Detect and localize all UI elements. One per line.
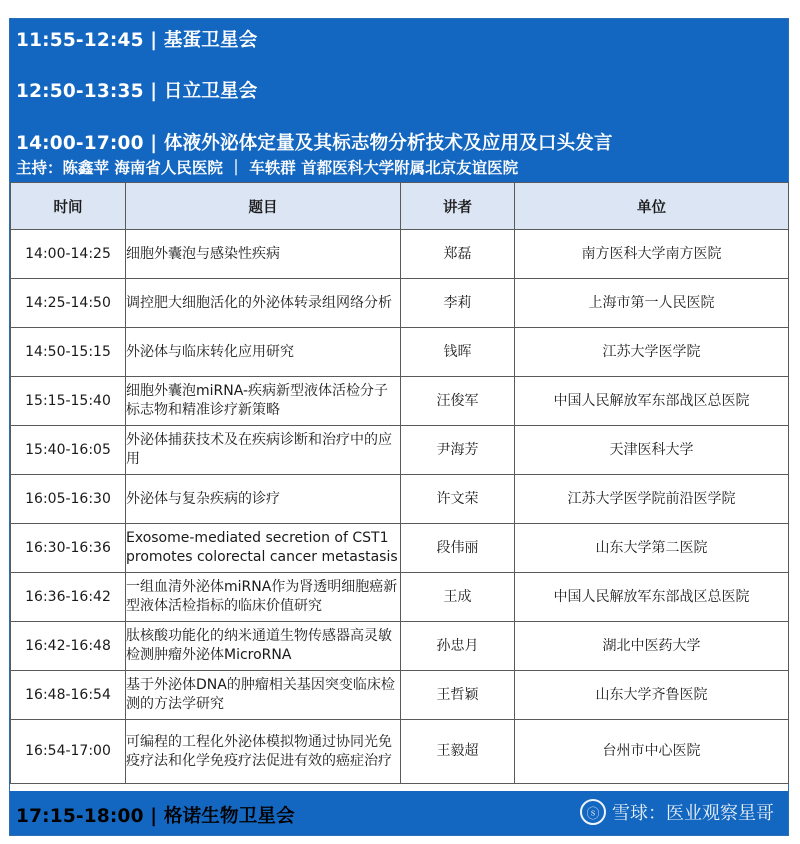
table-row [11, 524, 789, 573]
session-title-exosome: 14:00-17:00 | 体液外泌体定量及其标志物分析技术及应用及口头发言 [16, 133, 613, 154]
row-topic: 一组血清外泌体miRNA作为肾透明细胞癌新型液体活检指标的临床价值研究 [126, 573, 401, 622]
footer-banner [10, 791, 788, 835]
session-title-genuo: 17:15-18:00 | 格诺生物卫星会 [16, 806, 295, 827]
row-topic: Exosome-mediated secretion of CST1 promotes colorectal cancer metastasis [126, 524, 401, 573]
table-row [11, 328, 789, 377]
row-topic: 外泌体与临床转化应用研究 [126, 328, 401, 377]
schedule-table [10, 182, 789, 784]
row-speaker: 郑磊 [401, 230, 515, 279]
row-time: 14:00-14:25 [11, 230, 126, 279]
row-unit: 南方医科大学南方医院 [515, 230, 789, 279]
snowball-logo-icon: ⓢ [580, 799, 606, 825]
row-unit: 中国人民解放军东部战区总医院 [515, 377, 789, 426]
row-time: 15:15-15:40 [11, 377, 126, 426]
table-row [11, 720, 789, 784]
row-speaker: 段伟丽 [401, 524, 515, 573]
row-speaker: 尹海芳 [401, 426, 515, 475]
row-speaker: 汪俊军 [401, 377, 515, 426]
row-topic: 细胞外囊泡miRNA-疾病新型液体活检分子标志物和精准诊疗新策略 [126, 377, 401, 426]
row-time: 16:48-16:54 [11, 671, 126, 720]
row-topic: 基于外泌体DNA的肿瘤相关基因突变临床检测的方法学研究 [126, 671, 401, 720]
row-unit: 中国人民解放军东部战区总医院 [515, 573, 789, 622]
row-topic: 肽核酸功能化的纳米通道生物传感器高灵敏检测肿瘤外泌体MicroRNA [126, 622, 401, 671]
row-unit: 天津医科大学 [515, 426, 789, 475]
row-unit: 上海市第一人民医院 [515, 279, 789, 328]
session-banner [10, 19, 788, 182]
table-row [11, 622, 789, 671]
table-row [11, 377, 789, 426]
watermark-text: 雪球：医业观察星哥 [612, 803, 774, 824]
row-time: 16:05-16:30 [11, 475, 126, 524]
row-time: 16:42-16:48 [11, 622, 126, 671]
row-topic: 外泌体捕获技术及在疾病诊断和治疗中的应用 [126, 426, 401, 475]
session-hosts: 主持：陈鑫苹 海南省人民医院 ｜ 车轶群 首都医科大学附属北京友谊医院 [16, 159, 519, 177]
program-frame [9, 18, 789, 836]
table-row [11, 671, 789, 720]
row-speaker: 钱晖 [401, 328, 515, 377]
row-time: 16:30-16:36 [11, 524, 126, 573]
row-unit: 台州市中心医院 [515, 720, 789, 784]
row-topic: 细胞外囊泡与感染性疾病 [126, 230, 401, 279]
row-speaker: 王哲颖 [401, 671, 515, 720]
row-speaker: 王成 [401, 573, 515, 622]
header-unit: 单位 [515, 183, 789, 230]
row-topic: 调控肥大细胞活化的外泌体转录组网络分析 [126, 279, 401, 328]
table-row [11, 279, 789, 328]
header-time: 时间 [11, 183, 126, 230]
row-unit: 江苏大学医学院前沿医学院 [515, 475, 789, 524]
row-speaker: 王毅超 [401, 720, 515, 784]
table-header-row [11, 183, 789, 230]
row-unit: 湖北中医药大学 [515, 622, 789, 671]
row-topic: 可编程的工程化外泌体模拟物通过协同光免疫疗法和化学免疫疗法促进有效的癌症治疗 [126, 720, 401, 784]
row-topic: 外泌体与复杂疾病的诊疗 [126, 475, 401, 524]
row-unit: 山东大学齐鲁医院 [515, 671, 789, 720]
header-speaker: 讲者 [401, 183, 515, 230]
table-row [11, 475, 789, 524]
row-speaker: 李莉 [401, 279, 515, 328]
row-speaker: 孙忠月 [401, 622, 515, 671]
row-time: 14:25-14:50 [11, 279, 126, 328]
row-time: 15:40-16:05 [11, 426, 126, 475]
table-row [11, 573, 789, 622]
table-row [11, 426, 789, 475]
row-time: 16:54-17:00 [11, 720, 126, 784]
row-time: 16:36-16:42 [11, 573, 126, 622]
table-row [11, 230, 789, 279]
row-unit: 山东大学第二医院 [515, 524, 789, 573]
session-title-hitachi: 12:50-13:35 | 日立卫星会 [16, 81, 258, 102]
row-speaker: 许文荣 [401, 475, 515, 524]
row-time: 14:50-15:15 [11, 328, 126, 377]
header-topic: 题目 [126, 183, 401, 230]
row-unit: 江苏大学医学院 [515, 328, 789, 377]
session-title-jidan: 11:55-12:45 | 基蛋卫星会 [16, 30, 258, 51]
watermark [580, 799, 774, 825]
